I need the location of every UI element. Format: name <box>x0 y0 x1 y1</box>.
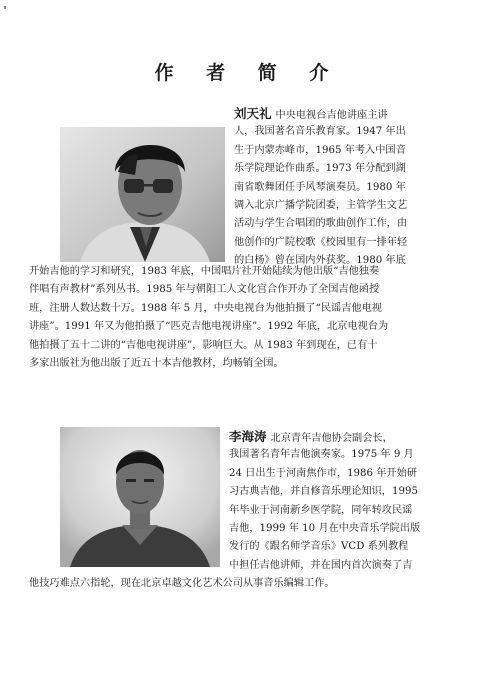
portrait-photo-li-haitao <box>60 427 220 567</box>
bio-line: 他拍摄了五十二讲的“吉他电视讲座”，影响巨大。从 1983 年到现在，已有十 <box>29 339 378 351</box>
portrait-photo-liu-tianli <box>60 127 225 262</box>
bio-line: 刘天礼 中央电视台吉他讲座主讲 <box>234 106 388 121</box>
page-title: 作 者 简 介 <box>154 62 342 84</box>
bio-line: 他创作的广院校歌《校园里有一排年轻 <box>234 236 408 248</box>
bio-line: 中担任吉他讲师，并在国内首次演奏了吉 <box>229 559 413 571</box>
bio-line: 发行的《跟名师学音乐》VCD 系列教程 <box>229 541 409 553</box>
bio-line: 班，注册人数达数十万。1988 年 5 月，中央电视台为他拍摄了“民谣吉他电视 <box>29 302 382 314</box>
bio-line: 习古典吉他，并自修音乐理论知识，1995 <box>229 486 418 498</box>
bio-line: 活动与学生合唱团的歌曲创作工作，由 <box>234 218 408 230</box>
bio-li-haitao-wrap <box>229 428 420 575</box>
bio-line: 多家出版社为他出版了近五十本吉他教材，均畅销全国。 <box>29 357 284 369</box>
bio-line: 伴唱有声教材”系列丛书。1985 年与朝阳工人文化宫合作开办了全国吉他函授 <box>29 284 380 296</box>
scan-speck <box>4 6 6 9</box>
bio-liu-tianli-wrap <box>234 105 407 271</box>
bio-line: 年毕业于河南新乡医学院，同年转攻民谣 <box>229 504 413 516</box>
bio-line: 开始吉他的学习和研究，1983 年底，中国唱片社开始陆续为他出版“吉他独奏 <box>29 266 380 277</box>
bio-line: 的白杨》曾在国内外获奖。1980 年底 <box>234 255 406 267</box>
bio-line: 24 日出生于河南焦作市，1986 年开始研 <box>229 467 417 479</box>
author-name: 李海涛 <box>229 429 267 444</box>
bio-line: 南省歌舞团任手风琴演奏员。1980 年 <box>234 181 406 193</box>
bio-line: 生于内蒙赤峰市，1965 年考入中国音 <box>234 144 406 156</box>
bio-line: 吉他，1999 年 10 月在中央音乐学院出版 <box>229 522 421 534</box>
bio-line: 他技巧难点六指轮，现在北京卓越文化艺术公司从事音乐编辑工作。 <box>29 578 335 589</box>
bio-liu-tianli-full <box>29 263 388 373</box>
bio-line: 乐学院理论作曲系。1973 年分配到湖 <box>234 163 406 175</box>
bio-li-haitao-full <box>29 575 335 593</box>
bio-line: 讲座”。1991 年又为他拍摄了“匹克吉他电视讲座”。1992 年底，北京电视台为 <box>29 321 389 333</box>
bio-line: 人，我国著名音乐教育家。1947 年出 <box>234 126 406 138</box>
author-name: 刘天礼 <box>234 106 272 121</box>
bio-line: 调入北京广播学院团委，主管学生文艺 <box>234 199 408 211</box>
bio-line: 李海涛 北京青年吉他协会副会长， <box>229 429 393 444</box>
bio-line: 我国著名青年吉他演奏家。1975 年 9 月 <box>229 449 414 461</box>
